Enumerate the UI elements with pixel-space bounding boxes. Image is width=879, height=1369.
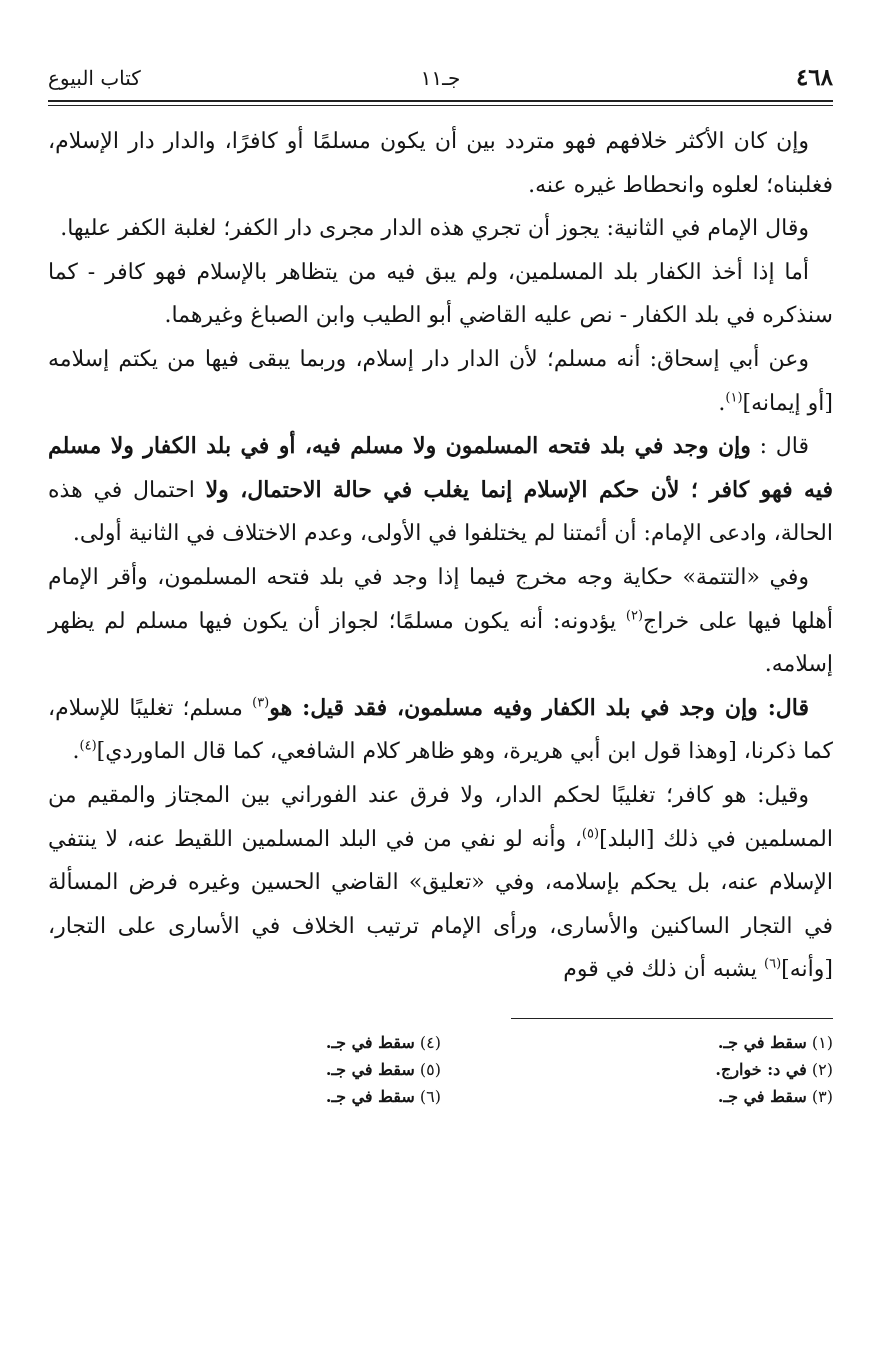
footnote-column [441, 1029, 833, 1110]
paragraph: أما إذا أخذ الكفار بلد المسلمين، ولم يبق فيه من يتظاهر بالإسلام فهو كافر - كما سنذكره في بلد الكفار - نص عليه القاضي أبو الطيب وابن الصباغ وغيرهما. [48, 259, 833, 329]
footnote-column [49, 1029, 441, 1110]
footnote-rule [511, 1018, 833, 1019]
paragraph: قال : وإن وجد في بلد فتحه المسلمون ولا مسلم فيه، أو في بلد الكفار ولا مسلم فيه فهو كافر ؛ لأن حكم الإسلام إنما يغلب في حالة الاحتمال، ولا احتمال في هذه الحالة، وادعى الإمام: أن أئمتنا لم يختلفوا في الأولى، وعدم الاختلاف في الثانية أولى. [48, 433, 833, 547]
page-body [48, 120, 833, 992]
paragraph: وإن كان الأكثر خلافهم فهو متردد بين أن يكون مسلمًا أو كافرًا، والدار دار الإسلام، فغلبناه؛ لعلوه وانحطاط غيره عنه. [48, 129, 833, 198]
footnote: (٣) سقط في جـ. [717, 1086, 833, 1106]
footnote-mark: (١) [725, 390, 743, 406]
paragraph: وقيل: هو كافر؛ تغليبًا لحكم الدار، ولا فرق عند الفوراني بين المجتاز والمقيم من المسلمين في ذلك [البلد]$^{(٥)}$، وأنه لو نفي من في البلد المسلمين اللقيط عنه، لا ينتفي الإسلام عنه، بل يحكم بإسلامه، وفي «تعليق» القاضي الحسين وغيره فرض المسألة في التجار الساكنين والأسارى، ورأى الإمام ترتيب الخلاف في الأسارى على التجار، [وأنه]$^{(٦)}$ يشبه أن ذلك في قوم [48, 782, 833, 983]
footnote-mark: (٤) [79, 738, 97, 754]
paragraph: قال: وإن وجد في بلد الكفار وفيه مسلمون، فقد قيل: هو$^{(٣)}$ مسلم؛ تغليبًا للإسلام، كما ذكرنا، [وهذا قول ابن أبي هريرة، وهو ظاهر كلام الشافعي، كما قال الماوردي]$^{(٤)}$. [48, 694, 833, 765]
footnote: (١) سقط في جـ. [717, 1032, 833, 1052]
header-rule [48, 100, 833, 102]
footnote: (٤) سقط في جـ. [325, 1032, 441, 1052]
footnote-mark: (٢) [625, 608, 644, 624]
footnote-mark: (٣) [252, 695, 270, 711]
paragraph: وعن أبي إسحاق: أنه مسلم؛ لأن الدار دار إسلام، وربما يبقى فيها من يكتم إسلامه [أو إيمانه]$^{(١)}$. [48, 346, 833, 416]
footnote: (٢) في د: خوارج. [715, 1059, 833, 1079]
footnote: (٦) سقط في جـ. [325, 1086, 441, 1106]
book-title: كتاب البيوع [48, 66, 141, 90]
paragraph: وفي «التتمة» حكاية وجه مخرج فيما إذا وجد في بلد فتحه المسلمون، وأقر الإمام أهلها فيها على خراج$^{(٢)}$ يؤدونه: أنه يكون مسلمًا؛ لجواز أن يكون فيها مسلم لم يظهر إسلامه. [48, 564, 833, 678]
footnotes [48, 1029, 833, 1110]
footnote-mark: (٥) [581, 826, 600, 842]
page-header [48, 58, 833, 100]
book-page [48, 58, 833, 1308]
paragraph: وقال الإمام في الثانية: يجوز أن تجري هذه الدار مجرى دار الكفر؛ لغلبة الكفر عليها. [60, 216, 809, 242]
volume-label: جـ١١ [420, 66, 461, 90]
footnote-mark: (٦) [764, 956, 782, 972]
footnote: (٥) سقط في جـ. [325, 1059, 441, 1079]
page-number: ٤٦٨ [795, 64, 833, 91]
header-rule-thin [48, 105, 833, 106]
